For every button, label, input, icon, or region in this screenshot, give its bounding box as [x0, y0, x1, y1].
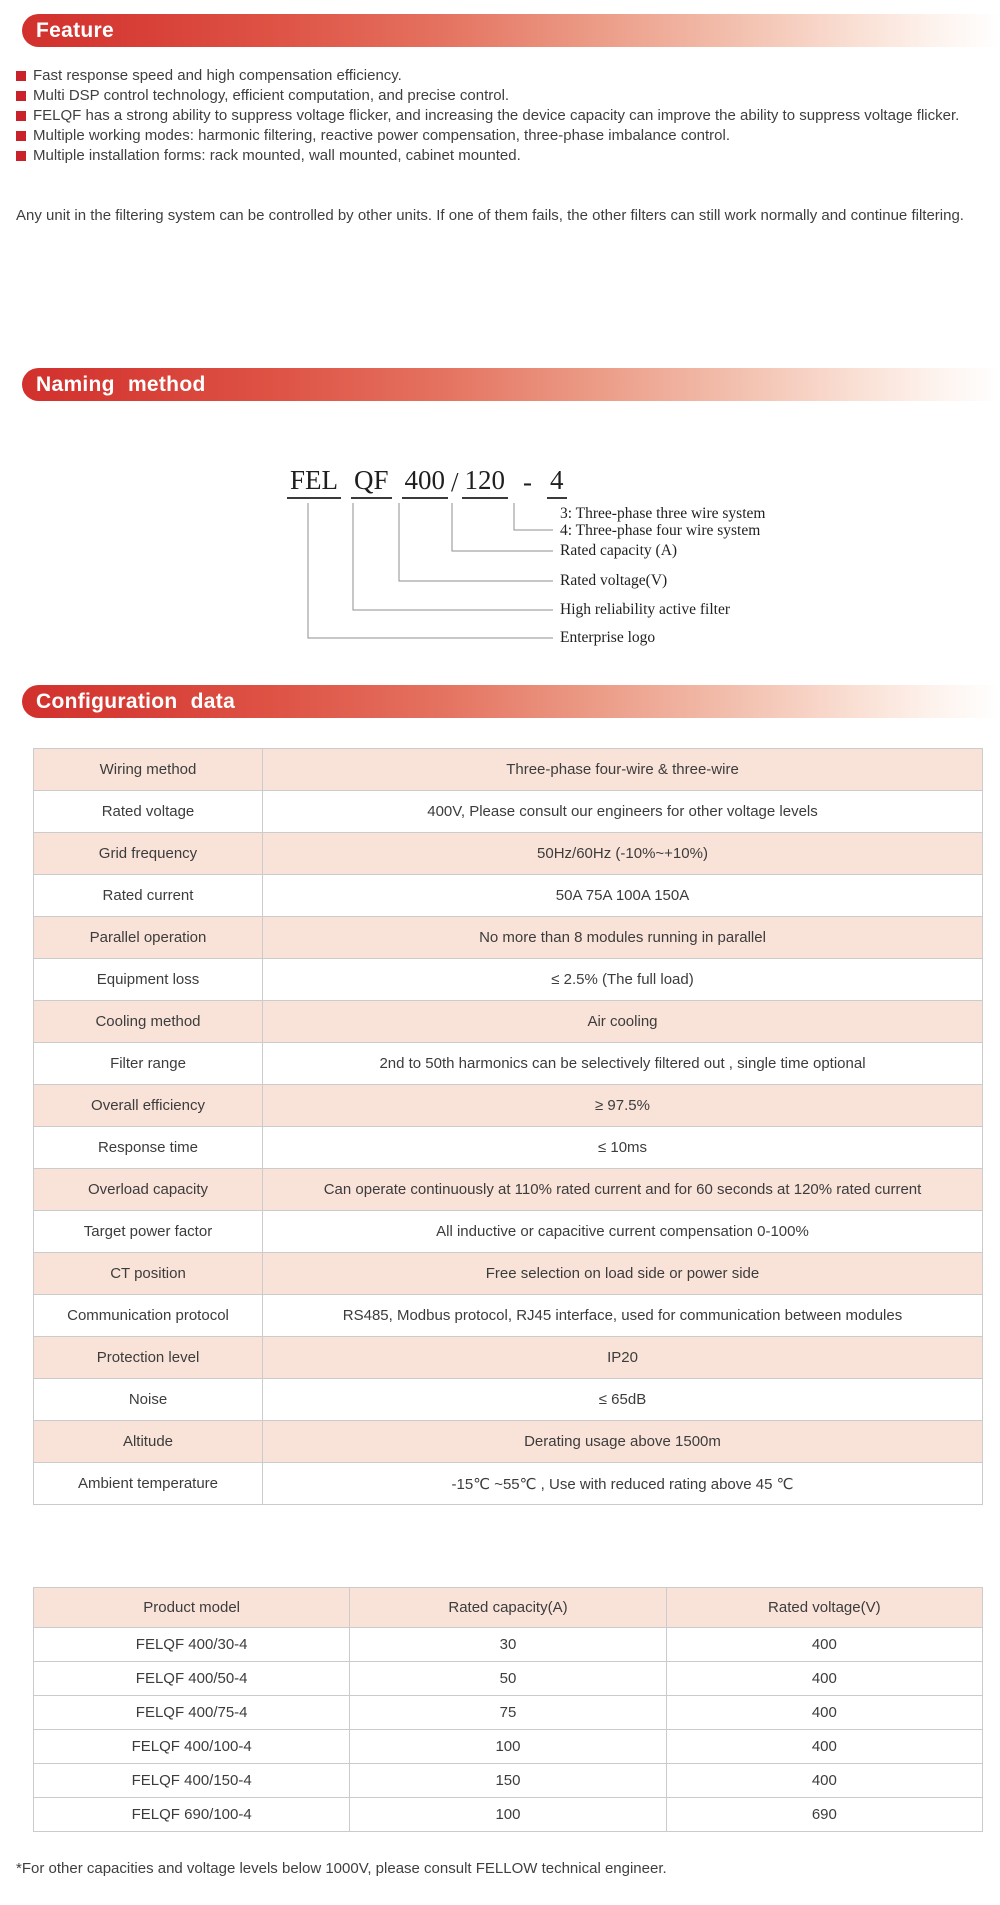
model-cell: FELQF 400/30-4 [34, 1628, 350, 1662]
model-row [34, 1764, 983, 1798]
config-value: ≥ 97.5% [263, 1085, 983, 1127]
model-row [34, 1730, 983, 1764]
config-param: Cooling method [34, 1001, 263, 1043]
config-param: Overall efficiency [34, 1085, 263, 1127]
model-cell: 75 [350, 1696, 666, 1730]
model-header-cell: Rated capacity(A) [350, 1588, 666, 1628]
config-param: Noise [34, 1379, 263, 1421]
model-cell: 400 [666, 1764, 982, 1798]
naming-code-part: QF [351, 465, 392, 499]
naming-code-part: 120 [462, 465, 509, 499]
config-value: ≤ 2.5% (The full load) [263, 959, 983, 1001]
naming-label-capacity: Rated capacity (A) [560, 542, 678, 559]
config-param: Altitude [34, 1421, 263, 1463]
configuration-title: Configuration data [36, 690, 236, 713]
config-row [34, 749, 983, 791]
naming-title: Naming method [36, 373, 206, 396]
config-param: Wiring method [34, 749, 263, 791]
config-param: Grid frequency [34, 833, 263, 875]
bullet-square-icon [16, 111, 26, 121]
config-value: Three-phase four-wire & three-wire [263, 749, 983, 791]
feature-bullet [16, 86, 974, 106]
config-row [34, 1253, 983, 1295]
bullet-square-icon [16, 71, 26, 81]
model-cell: 690 [666, 1798, 982, 1832]
naming-label-wire-system [560, 505, 765, 539]
naming-code-part: - [523, 467, 533, 497]
config-row [34, 917, 983, 959]
model-cell: 150 [350, 1764, 666, 1798]
naming-code [287, 465, 567, 499]
model-cell: 50 [350, 1662, 666, 1696]
config-param: Rated voltage [34, 791, 263, 833]
model-cell: FELQF 400/50-4 [34, 1662, 350, 1696]
feature-bullet [16, 146, 974, 166]
feature-bullet [16, 66, 974, 86]
naming-code-part: 4 [547, 465, 567, 499]
footnote: *For other capacities and voltage levels below 1000V, please consult FELLOW technical engineer. [16, 1860, 667, 1877]
model-row [34, 1628, 983, 1662]
config-value: 2nd to 50th harmonics can be selectively filtered out , single time optional [263, 1043, 983, 1085]
config-param: Rated current [34, 875, 263, 917]
config-value: Air cooling [263, 1001, 983, 1043]
model-row [34, 1696, 983, 1730]
naming-label-wire3: 3: Three-phase three wire system [560, 505, 766, 522]
config-value: 50Hz/60Hz (-10%~+10%) [263, 833, 983, 875]
model-cell: FELQF 400/75-4 [34, 1696, 350, 1730]
config-row [34, 1127, 983, 1169]
model-cell: 400 [666, 1730, 982, 1764]
config-param: CT position [34, 1253, 263, 1295]
config-row [34, 1043, 983, 1085]
model-header-cell: Product model [34, 1588, 350, 1628]
model-cell: FELQF 690/100-4 [34, 1798, 350, 1832]
config-param: Filter range [34, 1043, 263, 1085]
model-cell: 30 [350, 1628, 666, 1662]
feature-bullet [16, 126, 974, 146]
config-row [34, 1001, 983, 1043]
config-row [34, 1379, 983, 1421]
naming-code-part: 400 [402, 465, 449, 499]
model-table [33, 1587, 983, 1832]
config-param: Overload capacity [34, 1169, 263, 1211]
naming-code-part: / [451, 467, 459, 497]
config-value: 400V, Please consult our engineers for other voltage levels [263, 791, 983, 833]
config-value: No more than 8 modules running in parallel [263, 917, 983, 959]
feature-bullet-text: Multiple installation forms: rack mounted, wall mounted, cabinet mounted. [33, 147, 521, 164]
config-param: Target power factor [34, 1211, 263, 1253]
config-row [34, 959, 983, 1001]
configuration-table [33, 748, 983, 1505]
config-value: ≤ 65dB [263, 1379, 983, 1421]
config-row [34, 1085, 983, 1127]
model-cell: FELQF 400/150-4 [34, 1764, 350, 1798]
config-row [34, 1463, 983, 1505]
config-param: Ambient temperature [34, 1463, 263, 1505]
config-value: IP20 [263, 1337, 983, 1379]
model-cell: 100 [350, 1730, 666, 1764]
feature-title: Feature [36, 19, 114, 42]
config-row [34, 1169, 983, 1211]
config-table-body [34, 749, 983, 1505]
config-row [34, 1337, 983, 1379]
model-row [34, 1662, 983, 1696]
bullet-square-icon [16, 151, 26, 161]
naming-label-logo: Enterprise logo [560, 629, 656, 646]
config-param: Response time [34, 1127, 263, 1169]
model-cell: 400 [666, 1696, 982, 1730]
model-header-cell: Rated voltage(V) [666, 1588, 982, 1628]
feature-bullet-list [16, 66, 974, 166]
config-row [34, 833, 983, 875]
feature-bullet-text: Fast response speed and high compensation efficiency. [33, 67, 402, 84]
model-table-body [34, 1628, 983, 1832]
feature-bullet-text: Multiple working modes: harmonic filtering, reactive power compensation, three-phase imbalance control. [33, 127, 731, 144]
model-cell: 100 [350, 1798, 666, 1832]
config-value: -15℃ ~55℃ , Use with reduced rating above 45 ℃ [263, 1463, 983, 1505]
config-row [34, 1211, 983, 1253]
config-param: Protection level [34, 1337, 263, 1379]
config-row [34, 791, 983, 833]
config-param: Communication protocol [34, 1295, 263, 1337]
feature-bullet-text: Multi DSP control technology, efficient computation, and precise control. [33, 87, 510, 104]
naming-label-filter: High reliability active filter [560, 601, 731, 618]
config-param: Equipment loss [34, 959, 263, 1001]
config-value: Can operate continuously at 110% rated current and for 60 seconds at 120% rated current [263, 1169, 983, 1211]
config-value: RS485, Modbus protocol, RJ45 interface, used for communication between modules [263, 1295, 983, 1337]
naming-diagram [0, 465, 1000, 660]
config-value: All inductive or capacitive current compensation 0-100% [263, 1211, 983, 1253]
config-row [34, 1421, 983, 1463]
naming-label-wire4: 4: Three-phase four wire system [560, 522, 761, 539]
config-value: Derating usage above 1500m [263, 1421, 983, 1463]
config-row [34, 1295, 983, 1337]
feature-bullet [16, 106, 974, 126]
model-cell: FELQF 400/100-4 [34, 1730, 350, 1764]
feature-paragraph: Any unit in the filtering system can be controlled by other units. If one of them fails, the other filters can still work normally and continue filtering. [16, 207, 964, 224]
bullet-square-icon [16, 131, 26, 141]
model-table-head-row [34, 1588, 983, 1628]
naming-section-header [22, 368, 1000, 401]
model-cell: 400 [666, 1628, 982, 1662]
feature-section-header [22, 14, 1000, 47]
naming-code-part: FEL [287, 465, 341, 499]
config-row [34, 875, 983, 917]
config-value: Free selection on load side or power side [263, 1253, 983, 1295]
naming-label-voltage: Rated voltage(V) [560, 572, 668, 589]
config-value: ≤ 10ms [263, 1127, 983, 1169]
configuration-section-header [22, 685, 1000, 718]
bullet-square-icon [16, 91, 26, 101]
feature-bullet-text: FELQF has a strong ability to suppress voltage flicker, and increasing the device capacity can improve the ability to suppress voltage flicker. [33, 107, 960, 124]
model-cell: 400 [666, 1662, 982, 1696]
config-param: Parallel operation [34, 917, 263, 959]
model-row [34, 1798, 983, 1832]
config-value: 50A 75A 100A 150A [263, 875, 983, 917]
